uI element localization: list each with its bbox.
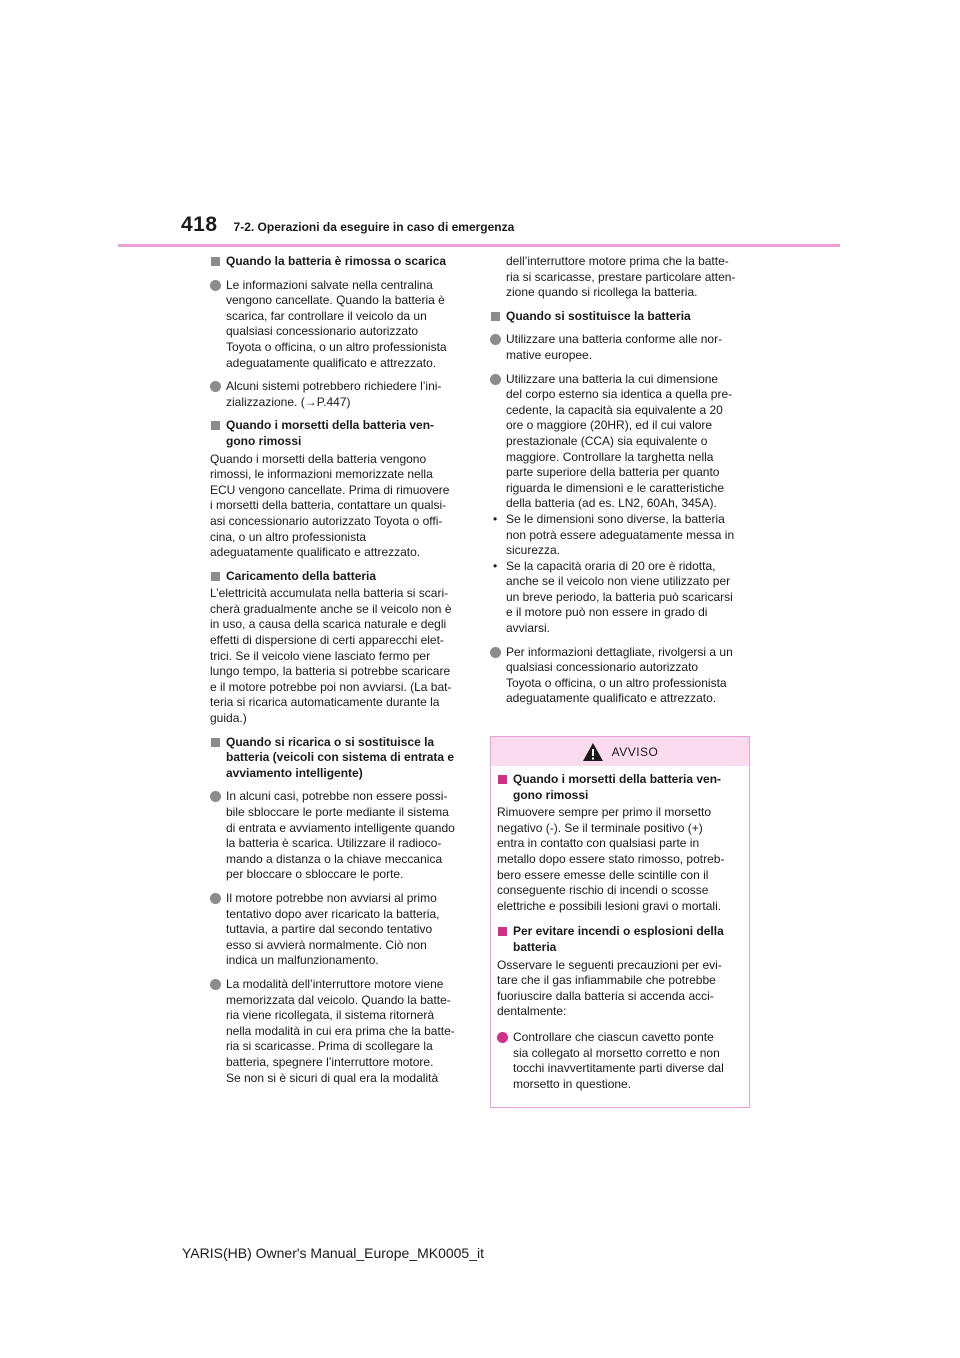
square-bullet-icon	[211, 738, 220, 747]
left-column	[210, 254, 472, 1086]
warning-body	[491, 766, 749, 1092]
warning-heading-terminals: Quando i morsetti della batteria ven- gono rimossi	[497, 772, 743, 803]
right-column	[490, 254, 752, 707]
paragraph: Quando i morsetti della batteria vengono rimossi, le informazioni memorizzate nella ECU vengono cancellate. Prima di rimuovere i morsetti della batteria, contattare un qualsi- asi concessionario autorizzato Toyota o offi- cina, o un altro professionista adeguatamente qualificato e attrezzato.	[210, 451, 450, 560]
square-bullet-icon	[498, 927, 507, 936]
section-title: 7-2. Operazioni da eseguire in caso di emergenza	[233, 220, 515, 234]
warning-header	[491, 737, 749, 766]
sub-bullet-marker: •	[493, 558, 498, 573]
header-divider	[118, 244, 840, 247]
bullet-item: Alcuni sistemi potrebbero richiedere l’ini- zializzazione. (→P.447)	[210, 379, 472, 410]
bullet-item: Per informazioni dettagliate, rivolgersi a un qualsiasi concessionario autorizzato Toyota o officina, o un altro professionista adeguatamente qualificato e attrezzato.	[490, 645, 752, 707]
circle-bullet-icon	[210, 893, 221, 904]
sub-item: • Se le dimensioni sono diverse, la batteria non potrà essere adeguatamente messa in sicurezza.	[493, 511, 735, 558]
paragraph: Rimuovere sempre per primo il morsetto negativo (-). Se il terminale positivo (+) entra in contatto con qualsiasi parte in metallo dopo essere stato rimosso, potreb- bero essere emesse delle scintille con il conseguente rischio di incendi o scosse elettriche e possibili lesioni gravi o mortali.	[497, 805, 725, 913]
bullet-item: In alcuni casi, potrebbe non essere possi- bile sbloccare le porte mediante il sistema di entrata e avviamento intelligente quando la batteria è scarica. Utilizzare il radioco- mando a distanza o la chiave meccanica per bloccare o sbloccare le porte.	[210, 789, 472, 883]
circle-bullet-icon	[210, 381, 221, 392]
paragraph: L’elettricità accumulata nella batteria si scari- cherà gradualmente anche se il veicolo non è in uso, a causa della scarica naturale e degli effetti di dispersione di certi apparecchi elet- trici. Se il veicolo viene lasciato fermo per lungo tempo, la batteria si potrebbe scaricare e il motore potrebbe poi non avviarsi. (La bat- teria si ricarica automaticamente durante la guida.)	[210, 586, 452, 726]
circle-bullet-icon	[490, 374, 501, 385]
page-number: 418	[181, 213, 218, 236]
heading-terminals-removed: Quando i morsetti della batteria ven- gono rimossi	[210, 418, 472, 449]
circle-bullet-icon	[210, 979, 221, 990]
circle-bullet-icon	[490, 334, 501, 345]
bullet-item: Il motore potrebbe non avviarsi al primo tentativo dopo aver ricaricato la batteria, tuttavia, a partire dal secondo tentativo esso si avvierà normalmente. Ciò non indica un malfunzionamento.	[210, 891, 472, 969]
square-bullet-icon	[498, 775, 507, 784]
page-header	[181, 213, 514, 237]
paragraph: Osservare le seguenti precauzioni per evi- tare che il gas infiammabile che potrebbe fuoriuscire dalla batteria si accenda acci- dentalmente:	[497, 957, 722, 1019]
heading-charging: Caricamento della batteria	[210, 569, 472, 585]
sub-bullet-marker: •	[493, 511, 498, 526]
bullet-item: La modalità dell’interruttore motore viene memorizzata dal veicolo. Quando la batte- ria viene ricollegata, il sistema ritornerà nella modalità in cui era prima che la batte- ria si scaricasse. Prima di scollegare la batteria, spegnere l’interruttore motore. Se non si è sicuri di qual era la modalità	[210, 977, 472, 1086]
heading-recharge-replace: Quando si ricarica o si sostituisce la batteria (veicoli con sistema di entrata e avviamento intelligente)	[210, 735, 472, 782]
warning-triangle-icon	[582, 742, 604, 762]
square-bullet-icon	[211, 421, 220, 430]
warning-heading-fire: Per evitare incendi o esplosioni della batteria	[497, 924, 743, 955]
circle-bullet-icon	[210, 280, 221, 291]
square-bullet-icon	[211, 257, 220, 266]
bullet-item: Utilizzare una batteria la cui dimensione del corpo esterno sia identica a quella pre- cedente, la capacità sia equivalente a 20 ore o maggiore (20HR), ed il cui valore prestazionale (CCA) sia equivalente o maggiore. Controllare la targhetta nella parte superiore della batteria per quanto riguarda le dimensioni e le caratteristiche della batteria (ad es. LN2, 60Ah, 345A).	[490, 372, 752, 512]
circle-bullet-icon	[210, 791, 221, 802]
bullet-item: Utilizzare una batteria conforme alle nor- mative europee.	[490, 332, 752, 363]
heading-replacing-battery: Quando si sostituisce la batteria	[490, 309, 752, 325]
bullet-item: Le informazioni salvate nella centralina vengono cancellate. Quando la batteria è scarica, far controllare il veicolo da un qualsiasi concessionario autorizzato Toyota o officina, o un altro professionista adeguatamente qualificato e attrezzato.	[210, 278, 472, 372]
heading-battery-removed: Quando la batteria è rimossa o scarica	[210, 254, 472, 270]
circle-bullet-icon	[497, 1032, 508, 1043]
sub-item: • Se la capacità oraria di 20 ore è ridotta, anche se il veicolo non viene utilizzato per un breve periodo, la batteria può scaricarsi e il motore può non essere in grado di avviarsi.	[493, 558, 733, 636]
bullet-item: Controllare che ciascun cavetto ponte sia collegato al morsetto corretto e non tocchi inavvertitamente parti diverse dal morsetto in questione.	[497, 1030, 743, 1092]
warning-title: AVVISO	[611, 744, 659, 759]
circle-bullet-icon	[490, 647, 501, 658]
warning-box	[490, 736, 750, 1108]
paragraph-continued: dell’interruttore motore prima che la batte- ria si scaricasse, prestare particolare atten- zione quando si ricollega la batteria.	[506, 254, 736, 300]
square-bullet-icon	[491, 312, 500, 321]
square-bullet-icon	[211, 572, 220, 581]
footer-manual-id: YARIS(HB) Owner's Manual_Europe_MK0005_it	[182, 1245, 484, 1261]
